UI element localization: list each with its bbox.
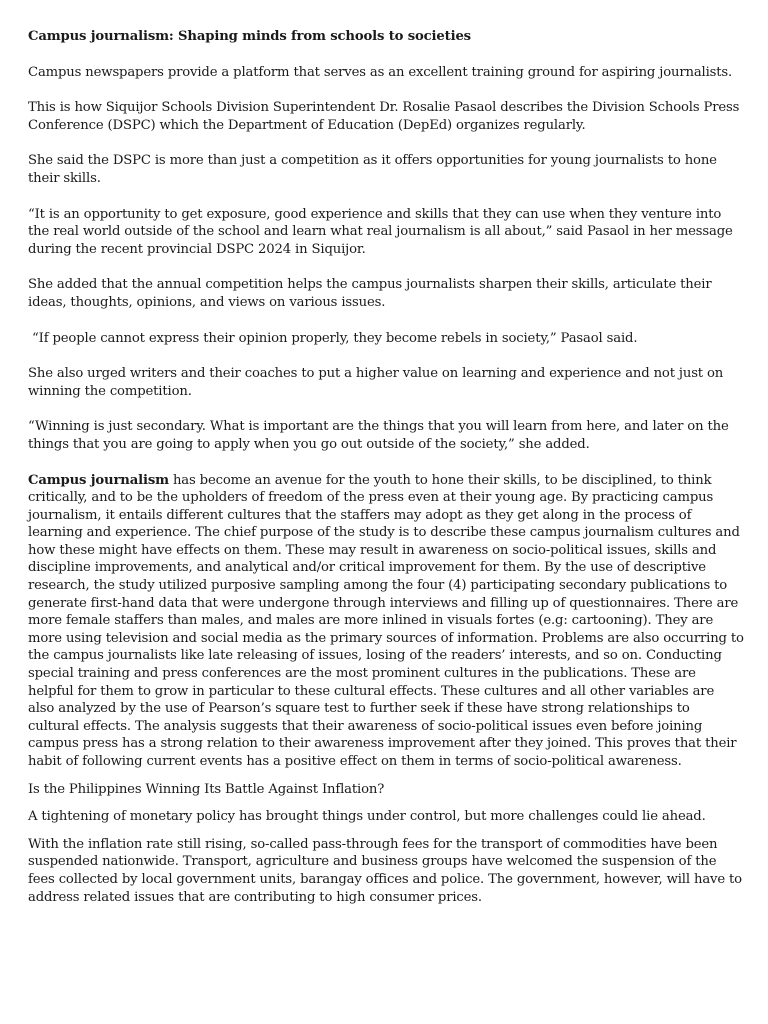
abstract-body: has become an avenue for the youth to hone their skills, to be disciplined, to think critically, and to be the upholders of freedom of the press even at their young age. By practicing campus journalism, it entails different cultures that the staffers may adopt as they get along in the process of learning and experience. The chief purpose of the study is to describe these campus journalism cultures and how these might have effects on them. These may result in awareness on socio-political issues, skills and discipline improvements, and analytical and/or critical improvement for them. By the use of descriptive research, the study utilized purposive sampling among the four (4) participating secondary publications to generate first-hand data that were undergone through interviews and filling up of questionnaires. There are more female staffers than males, and males are more inlined in visuals fortes (e.g: cartooning). They are more using television and social media as the primary sources of information. Problems are also occurring to the campus journalists like late releasing of issues, losing of the readers’ interests, and so on. Conducting special training and press conferences are the most prominent cultures in the publications. These are helpful for them to grow in particular to these cultural effects. These cultures and all other variables are also analyzed by the use of Pearson’s square test to further seek if these have strong relationships to cultural effects. The analysis suggests that their awareness of socio-political issues even before joining campus press has a strong relation to their awareness improvement after they joined. This proves that their habit of following current events has a positive effect on them in terms of socio-political awareness. [28,472,744,769]
second-article-title: Is the Philippines Winning Its Battle Against Inflation? [28,781,385,797]
paragraph-4-quote: “It is an opportunity to get exposure, good experience and skills that they can use when they venture into the real world outside of the school and learn what real journalism is all about,” said Pasaol in her message during the recent provincial DSPC 2024 in Siquijor. [28,206,733,257]
paragraph-8-quote: “Winning is just secondary. What is important are the things that you will learn from here, and later on the things that you are going to apply when you go out outside of the society,” she added. [28,419,729,452]
paragraph-7: She also urged writers and their coaches to put a higher value on learning and experience and not just on winning the competition. [28,366,724,399]
paragraph-6-quote: “If people cannot express their opinion properly, they become rebels in society,” Pasaol said. [28,330,638,346]
article-title: Campus journalism: Shaping minds from schools to societies [28,29,471,44]
paragraph-3: She said the DSPC is more than just a competition as it offers opportunities for young journalists to hone their skills. [28,153,717,186]
paragraph-1: Campus newspapers provide a platform that serves as an excellent training ground for aspiring journalists. [28,64,733,80]
second-article-body: With the inflation rate still rising, so-called pass-through fees for the transport of commodities have been suspended nationwide. Transport, agriculture and business groups have welcomed the suspension of the fees collected by local government units, barangay offices and police. The government, however, will have to address related issues that are contributing to high consumer prices. [28,836,742,905]
second-article-subtitle: A tightening of monetary policy has brought things under control, but more challenges could lie ahead. [28,809,706,825]
abstract-lead: Campus journalism [28,472,169,488]
document-page [28,28,744,916]
abstract-paragraph [28,472,744,771]
paragraph-2: This is how Siquijor Schools Division Superintendent Dr. Rosalie Pasaol describes the Division Schools Press Conference (DSPC) which the Department of Education (DepEd) organizes regularly. [28,100,740,133]
paragraph-5: She added that the annual competition helps the campus journalists sharpen their skills, articulate their ideas, thoughts, opinions, and views on various issues. [28,277,712,310]
